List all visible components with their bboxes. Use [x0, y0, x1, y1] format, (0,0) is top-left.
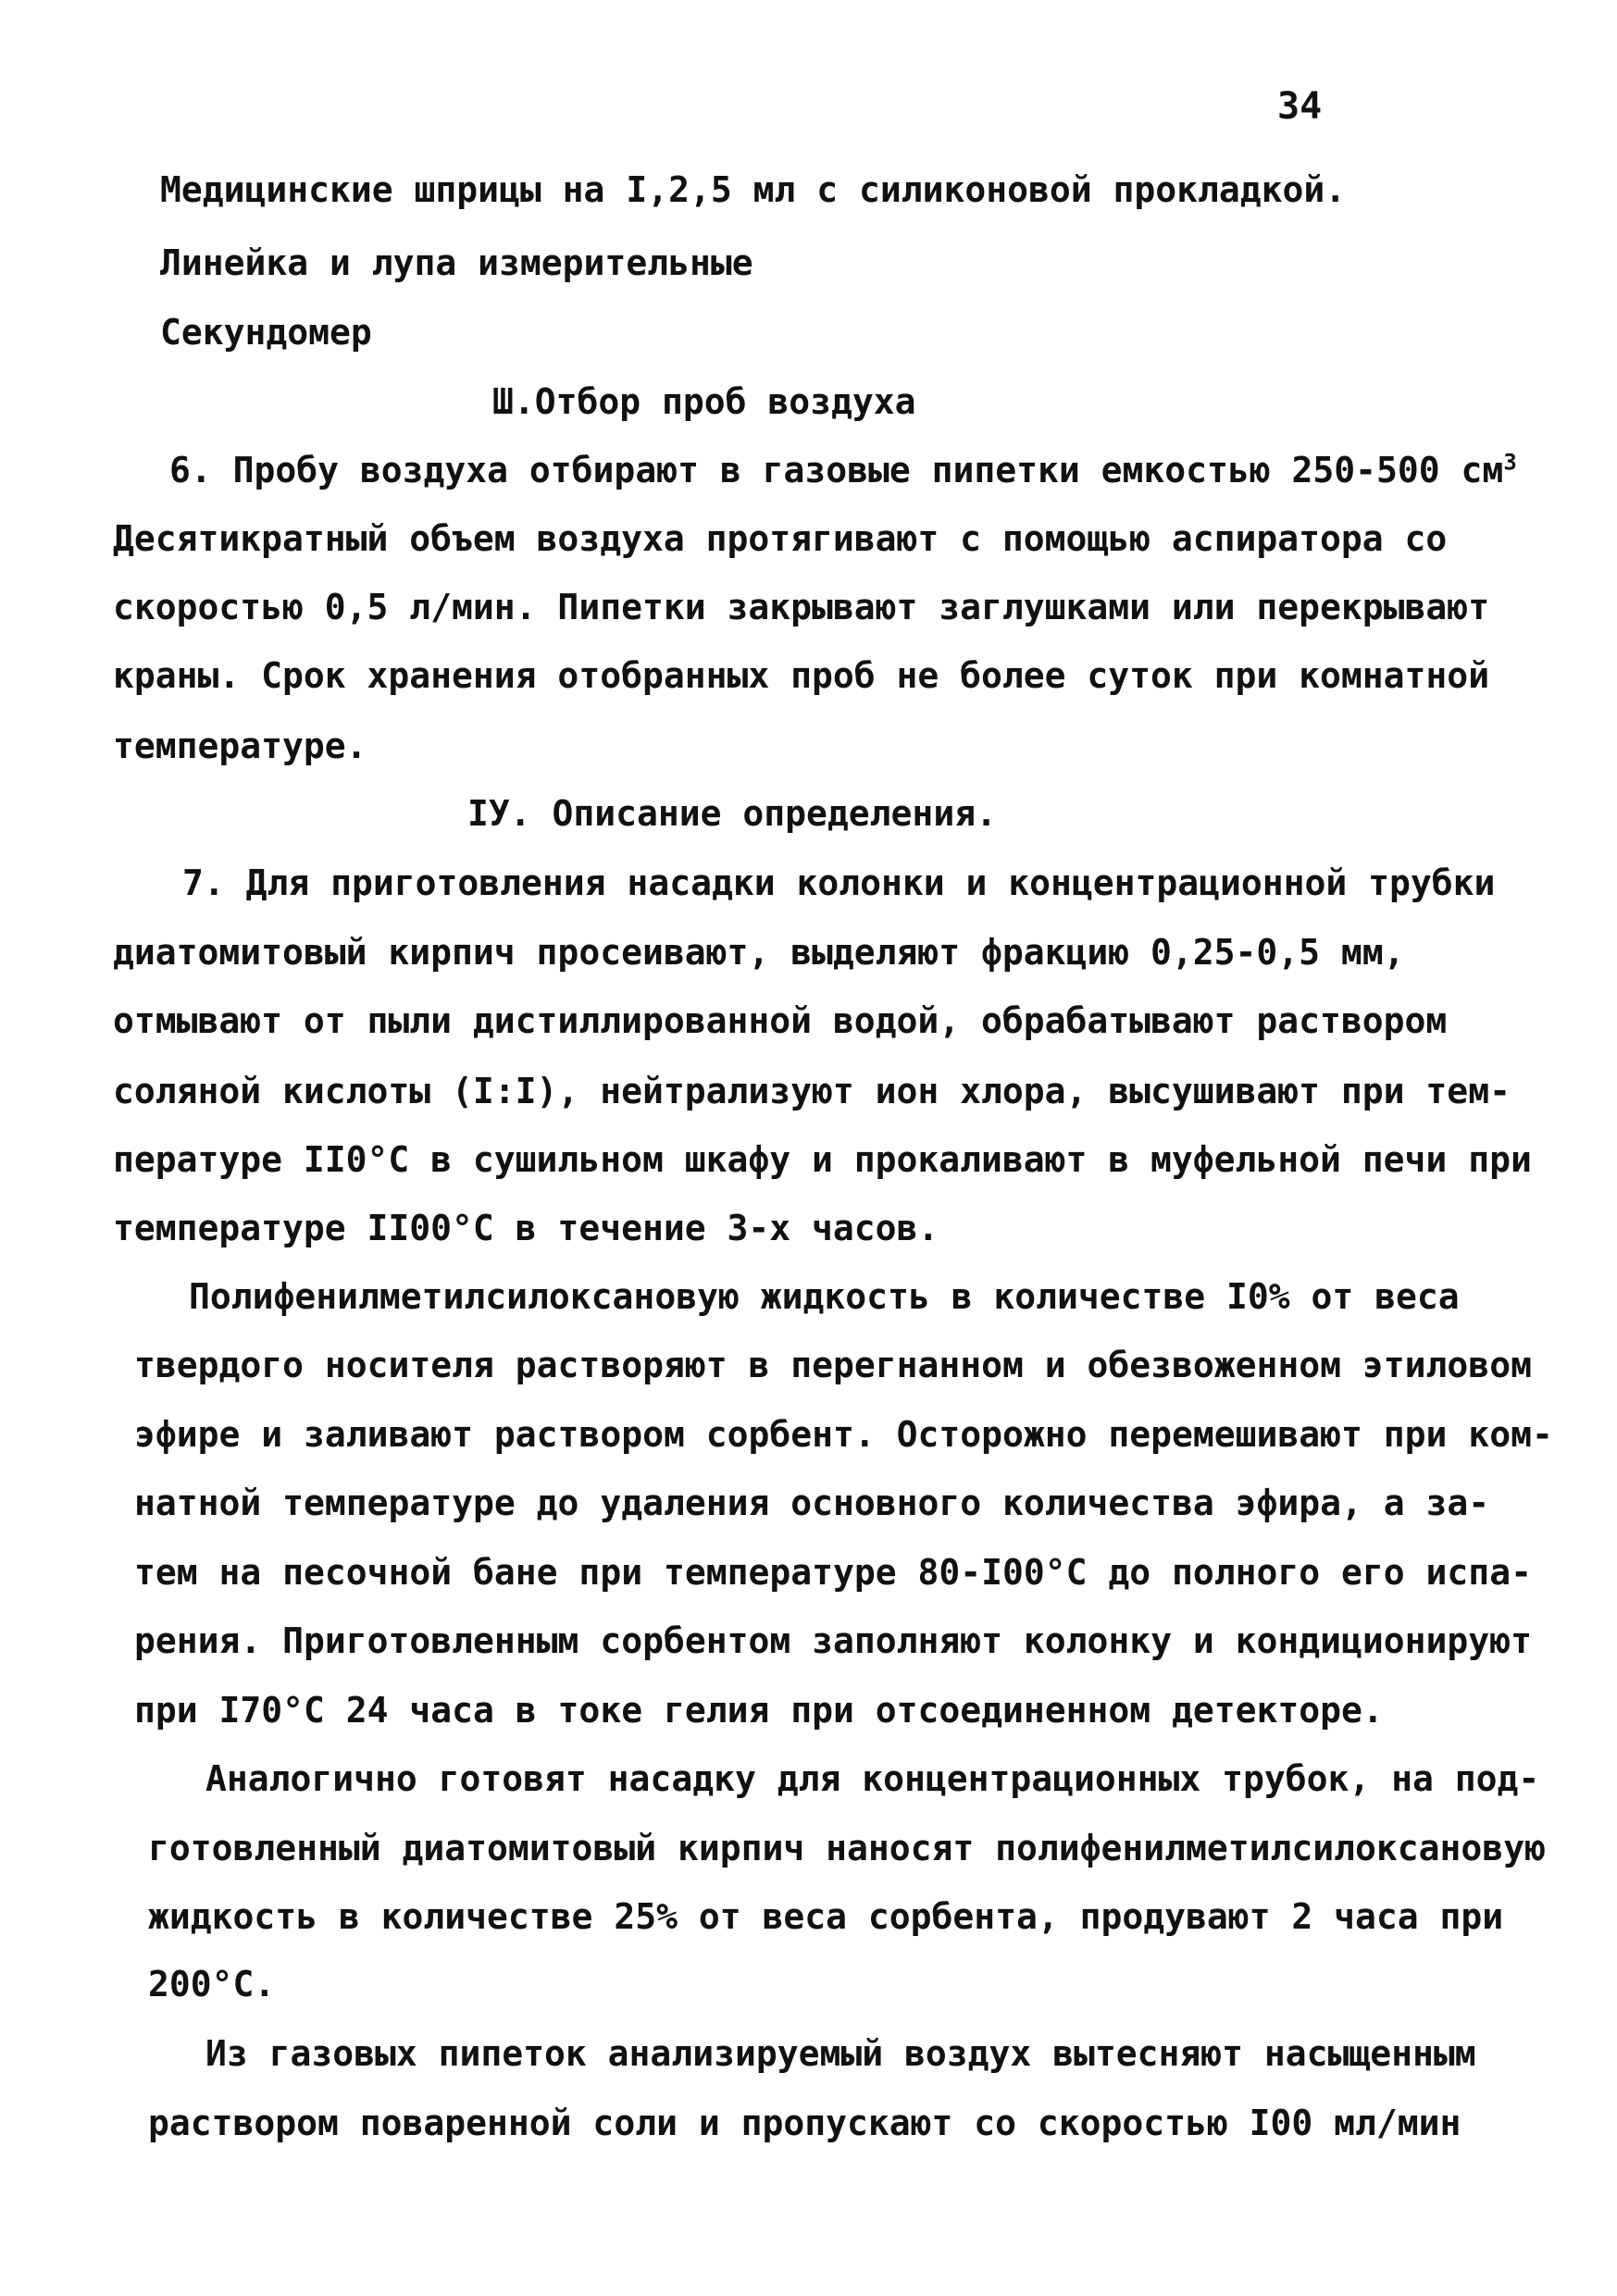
text-line-main: 6. Пробу воздуха отбирают в газовые пипетки емкостью 250-500 см [169, 450, 1504, 490]
text-line: раствором поваренной соли и пропускают со скоростью I00 мл/мин [148, 2103, 1462, 2143]
section-heading: Ш.Отбор проб воздуха [492, 381, 916, 422]
text-line: температуре II00°С в течение 3-х часов. [113, 1208, 939, 1248]
text-line: Полифенилметилсилоксановую жидкость в количестве I0% от веса [189, 1276, 1460, 1317]
text-line: Секундомер [160, 312, 372, 353]
text-line [169, 449, 1517, 490]
text-line: Аналогично готовят насадку для концентрационных трубок, на под- [205, 1758, 1540, 1799]
text-line: 7. Для приготовления насадки колонки и концентрационной трубки [182, 863, 1496, 903]
text-line: готовленный диатомитовый кирпич наносят полифенилметилсилоксановую [148, 1828, 1546, 1868]
text-line: краны. Срок хранения отобранных проб не более суток при комнатной [113, 655, 1490, 696]
text-line: диатомитовый кирпич просеивают, выделяют фракцию 0,25-0,5 мм, [113, 932, 1405, 973]
text-line: жидкость в количестве 25% от веса сорбента, продувают 2 часа при [148, 1896, 1504, 1937]
text-line: Из газовых пипеток анализируемый воздух вытесняют насыщенным [205, 2033, 1476, 2074]
text-line: 200°С. [148, 1964, 276, 2004]
text-line: эфире и заливают раствором сорбент. Осторожно перемешивают при ком- [134, 1414, 1553, 1455]
text-line: скоростью 0,5 л/мин. Пипетки закрывают заглушками или перекрывают [113, 587, 1490, 627]
text-line: натной температуре до удаления основного количества эфира, а за- [134, 1483, 1490, 1523]
page-number: 34 [1277, 85, 1323, 128]
section-heading: IУ. Описание определения. [467, 793, 997, 834]
text-line: при I70°С 24 часа в токе гелия при отсоединенном детекторе. [134, 1690, 1384, 1731]
text-line: соляной кислоты (I:I), нейтрализуют ион хлора, высушивают при тем- [113, 1071, 1511, 1111]
text-line: Медицинские шприцы на I,2,5 мл с силиконовой прокладкой. [160, 169, 1347, 210]
text-line: твердого носителя растворяют в перегнанном и обезвоженном этиловом [134, 1345, 1532, 1385]
text-line: отмывают от пыли дистиллированной водой, обрабатывают раствором [113, 1000, 1448, 1041]
text-line: температуре. [113, 726, 367, 766]
text-line: Десятикратный объем воздуха протягивают с помощью аспиратора со [113, 518, 1448, 559]
superscript: 3 [1503, 449, 1517, 476]
text-line: пературе II0°С в сушильном шкафу и прокаливают в муфельной печи при [113, 1139, 1532, 1180]
text-line: рения. Приготовленным сорбентом заполняют колонку и кондиционируют [134, 1620, 1532, 1661]
text-line: тем на песочной бане при температуре 80-I00°С до полного его испа- [134, 1552, 1532, 1593]
text-line: Линейка и лупа измерительные [160, 242, 753, 283]
